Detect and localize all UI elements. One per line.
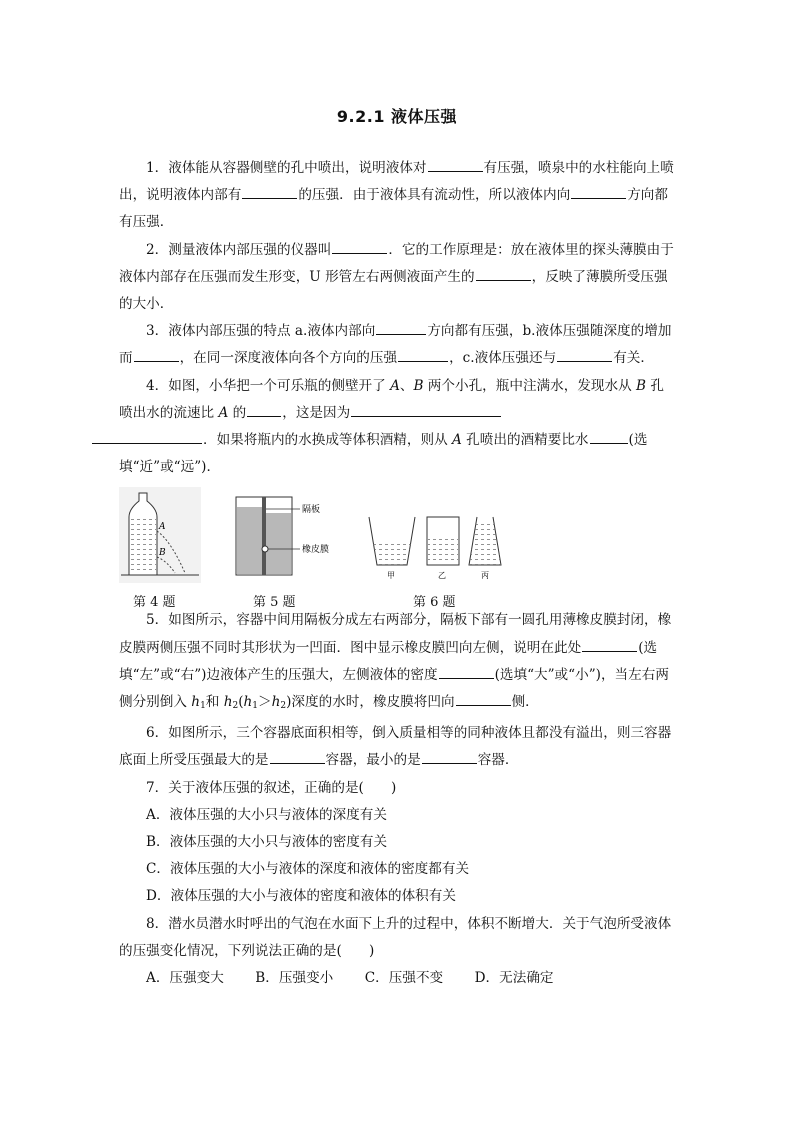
q4-text: 孔喷出的酒精要比水: [461, 432, 589, 449]
q4-text: 、: [399, 377, 414, 394]
q7-option-c[interactable]: C．液体压强的大小与液体的深度和液体的密度都有关: [146, 861, 470, 878]
fig4-label-b: B: [159, 548, 166, 559]
answer-blank[interactable]: [92, 428, 202, 444]
partition-label: 隔板: [302, 505, 321, 516]
q3-text: 3．液体内部压强的特点 a.液体内部向: [146, 323, 376, 340]
answer-blank[interactable]: [247, 401, 281, 417]
q1-text: 方向都有压强．: [119, 187, 668, 231]
h-symbol: h: [271, 694, 281, 711]
fig5-caption: 第 5 题: [253, 595, 296, 611]
answer-blank[interactable]: [582, 636, 637, 652]
container-bing-label: 丙: [481, 571, 489, 581]
q2-text: 2．测量液体内部压强的仪器叫: [146, 241, 332, 258]
q6-text: 6．如图所示，三个容器底面积相等，倒入质量相等的同种液体且都没有溢出，则三容器底面上所受压强最大的是: [119, 725, 672, 769]
fig4-label-a: A: [159, 522, 166, 533]
bottle-figure: [119, 487, 201, 583]
q5-text: (选填“大”或“小”)，当左右两侧分别倒入: [119, 666, 669, 711]
h-symbol: h: [243, 694, 253, 711]
q2-text: ．它的工作原理是：放在液体里的探头薄膜由于液体内部存在压强而发生形变，U 形管左右两侧液面产生的: [119, 241, 674, 285]
q5-text: 5．如图所示，容器中间用隔板分成左右两部分，隔板下部有一圆孔用薄橡皮膜封闭，橡皮膜两侧压强不同时其形状为一凹面．图中显示橡皮膜凹向左侧，说明在此处: [119, 612, 672, 656]
answer-blank[interactable]: [428, 156, 483, 172]
q5-text: (: [238, 694, 244, 711]
question-4: [119, 373, 675, 482]
container-jia-label: 甲: [387, 571, 395, 581]
answer-blank[interactable]: [557, 346, 612, 362]
question-8-stem: 8．潜水员潜水时呼出的气泡在水面下上升的过程中，体积不断增大．关于气泡所受液体的压强变化情况，下列说法正确的是( ): [119, 915, 672, 959]
answer-blank[interactable]: [476, 265, 531, 281]
fig6-caption: 第 6 题: [413, 595, 456, 611]
q5-text: (选填“左”或“右”)边液体产生的压强大，左侧液体的密度: [119, 639, 658, 683]
answer-blank[interactable]: [456, 690, 511, 706]
answer-blank[interactable]: [270, 748, 325, 764]
question-5: [119, 607, 675, 720]
q4-text: 的: [228, 404, 247, 421]
figures-row: [119, 487, 675, 611]
q4-text: ．如果将瓶内的水换成等体积酒精，则从: [203, 432, 453, 449]
answer-blank[interactable]: [134, 346, 179, 362]
q4-text: 4．如图，小华把一个可乐瓶的侧壁开了: [146, 377, 391, 394]
question-1: [119, 155, 675, 237]
q3-text: ，c.液体压强还与: [449, 350, 557, 367]
q2-text: ，反映了薄膜所受压强的大小．: [119, 268, 668, 313]
q7-option-a[interactable]: A．液体压强的大小只与液体的深度有关: [146, 806, 387, 823]
three-containers-figure: [367, 487, 517, 583]
q3-text: 有关．: [613, 350, 654, 367]
container-yi-label: 乙: [438, 571, 446, 581]
q4-text: (选填“近”或“远”)．: [119, 432, 648, 476]
answer-blank[interactable]: [376, 319, 426, 335]
q4-text: 两个小孔，瓶中注满水，发现水从: [423, 377, 637, 394]
subscript: 1: [252, 701, 259, 712]
hole-a-label: A: [218, 404, 229, 421]
h-symbol: h: [191, 694, 201, 711]
q5-text: 和: [205, 694, 224, 711]
answer-blank[interactable]: [571, 183, 626, 199]
q5-text: ＞: [258, 694, 272, 711]
hole-a-label: A: [452, 432, 462, 449]
answer-blank[interactable]: [439, 663, 494, 679]
subscript: 2: [232, 701, 239, 712]
hole-b-label: B: [636, 377, 647, 394]
membrane-label: 橡皮膜: [302, 545, 330, 556]
q6-text: 容器．: [477, 752, 519, 769]
q5-text: )深度的水时，橡皮膜将凹向: [286, 694, 455, 711]
question-3: [119, 318, 675, 372]
q7-option-b[interactable]: B．液体压强的大小只与液体的密度有关: [146, 834, 388, 851]
answer-blank[interactable]: [398, 346, 448, 362]
q8-options[interactable]: A．压强变大 B．压强变小 C．压强不变 D．无法确定: [146, 970, 554, 987]
h-symbol: h: [223, 694, 233, 711]
q4-text: ，这是因为: [282, 404, 351, 421]
q4-text: 孔喷出水的流速比: [119, 377, 664, 421]
answer-blank[interactable]: [351, 401, 501, 417]
answer-blank[interactable]: [422, 748, 477, 764]
q6-text: 容器，最小的是: [325, 752, 421, 769]
question-list: [119, 155, 675, 992]
answer-blank[interactable]: [332, 238, 387, 254]
q1-text: 1．液体能从容器侧壁的孔中喷出，说明液体对: [146, 160, 427, 176]
partition-container-figure: [234, 487, 344, 583]
subscript: 1: [200, 701, 206, 712]
answer-blank[interactable]: [590, 428, 628, 444]
q3-text: 方向都有压强，b.液体压强随深度的增加而: [119, 323, 672, 367]
question-2: [119, 237, 675, 319]
answer-blank[interactable]: [242, 183, 297, 199]
q7-option-d[interactable]: D．液体压强的大小与液体的密度和液体的体积有关: [146, 888, 456, 905]
q5-text: 侧．: [511, 694, 539, 711]
fig4-caption: 第 4 题: [133, 595, 176, 611]
subscript: 2: [280, 701, 287, 712]
question-7-stem: 7．关于液体压强的叙述，正确的是( ): [146, 779, 397, 796]
q3-text: ，在同一深度液体向各个方向的压强: [179, 350, 398, 367]
hole-a-label: A: [390, 377, 400, 394]
q1-text: 有压强，喷泉中的水柱能向上喷出，说明液体内部有: [119, 160, 674, 204]
page-title: 9.2.1 液体压强: [336, 107, 458, 126]
hole-b-label: B: [413, 377, 424, 394]
q1-text: 的压强．由于液体具有流动性，所以液体内向: [298, 187, 571, 204]
question-6: [119, 720, 675, 774]
